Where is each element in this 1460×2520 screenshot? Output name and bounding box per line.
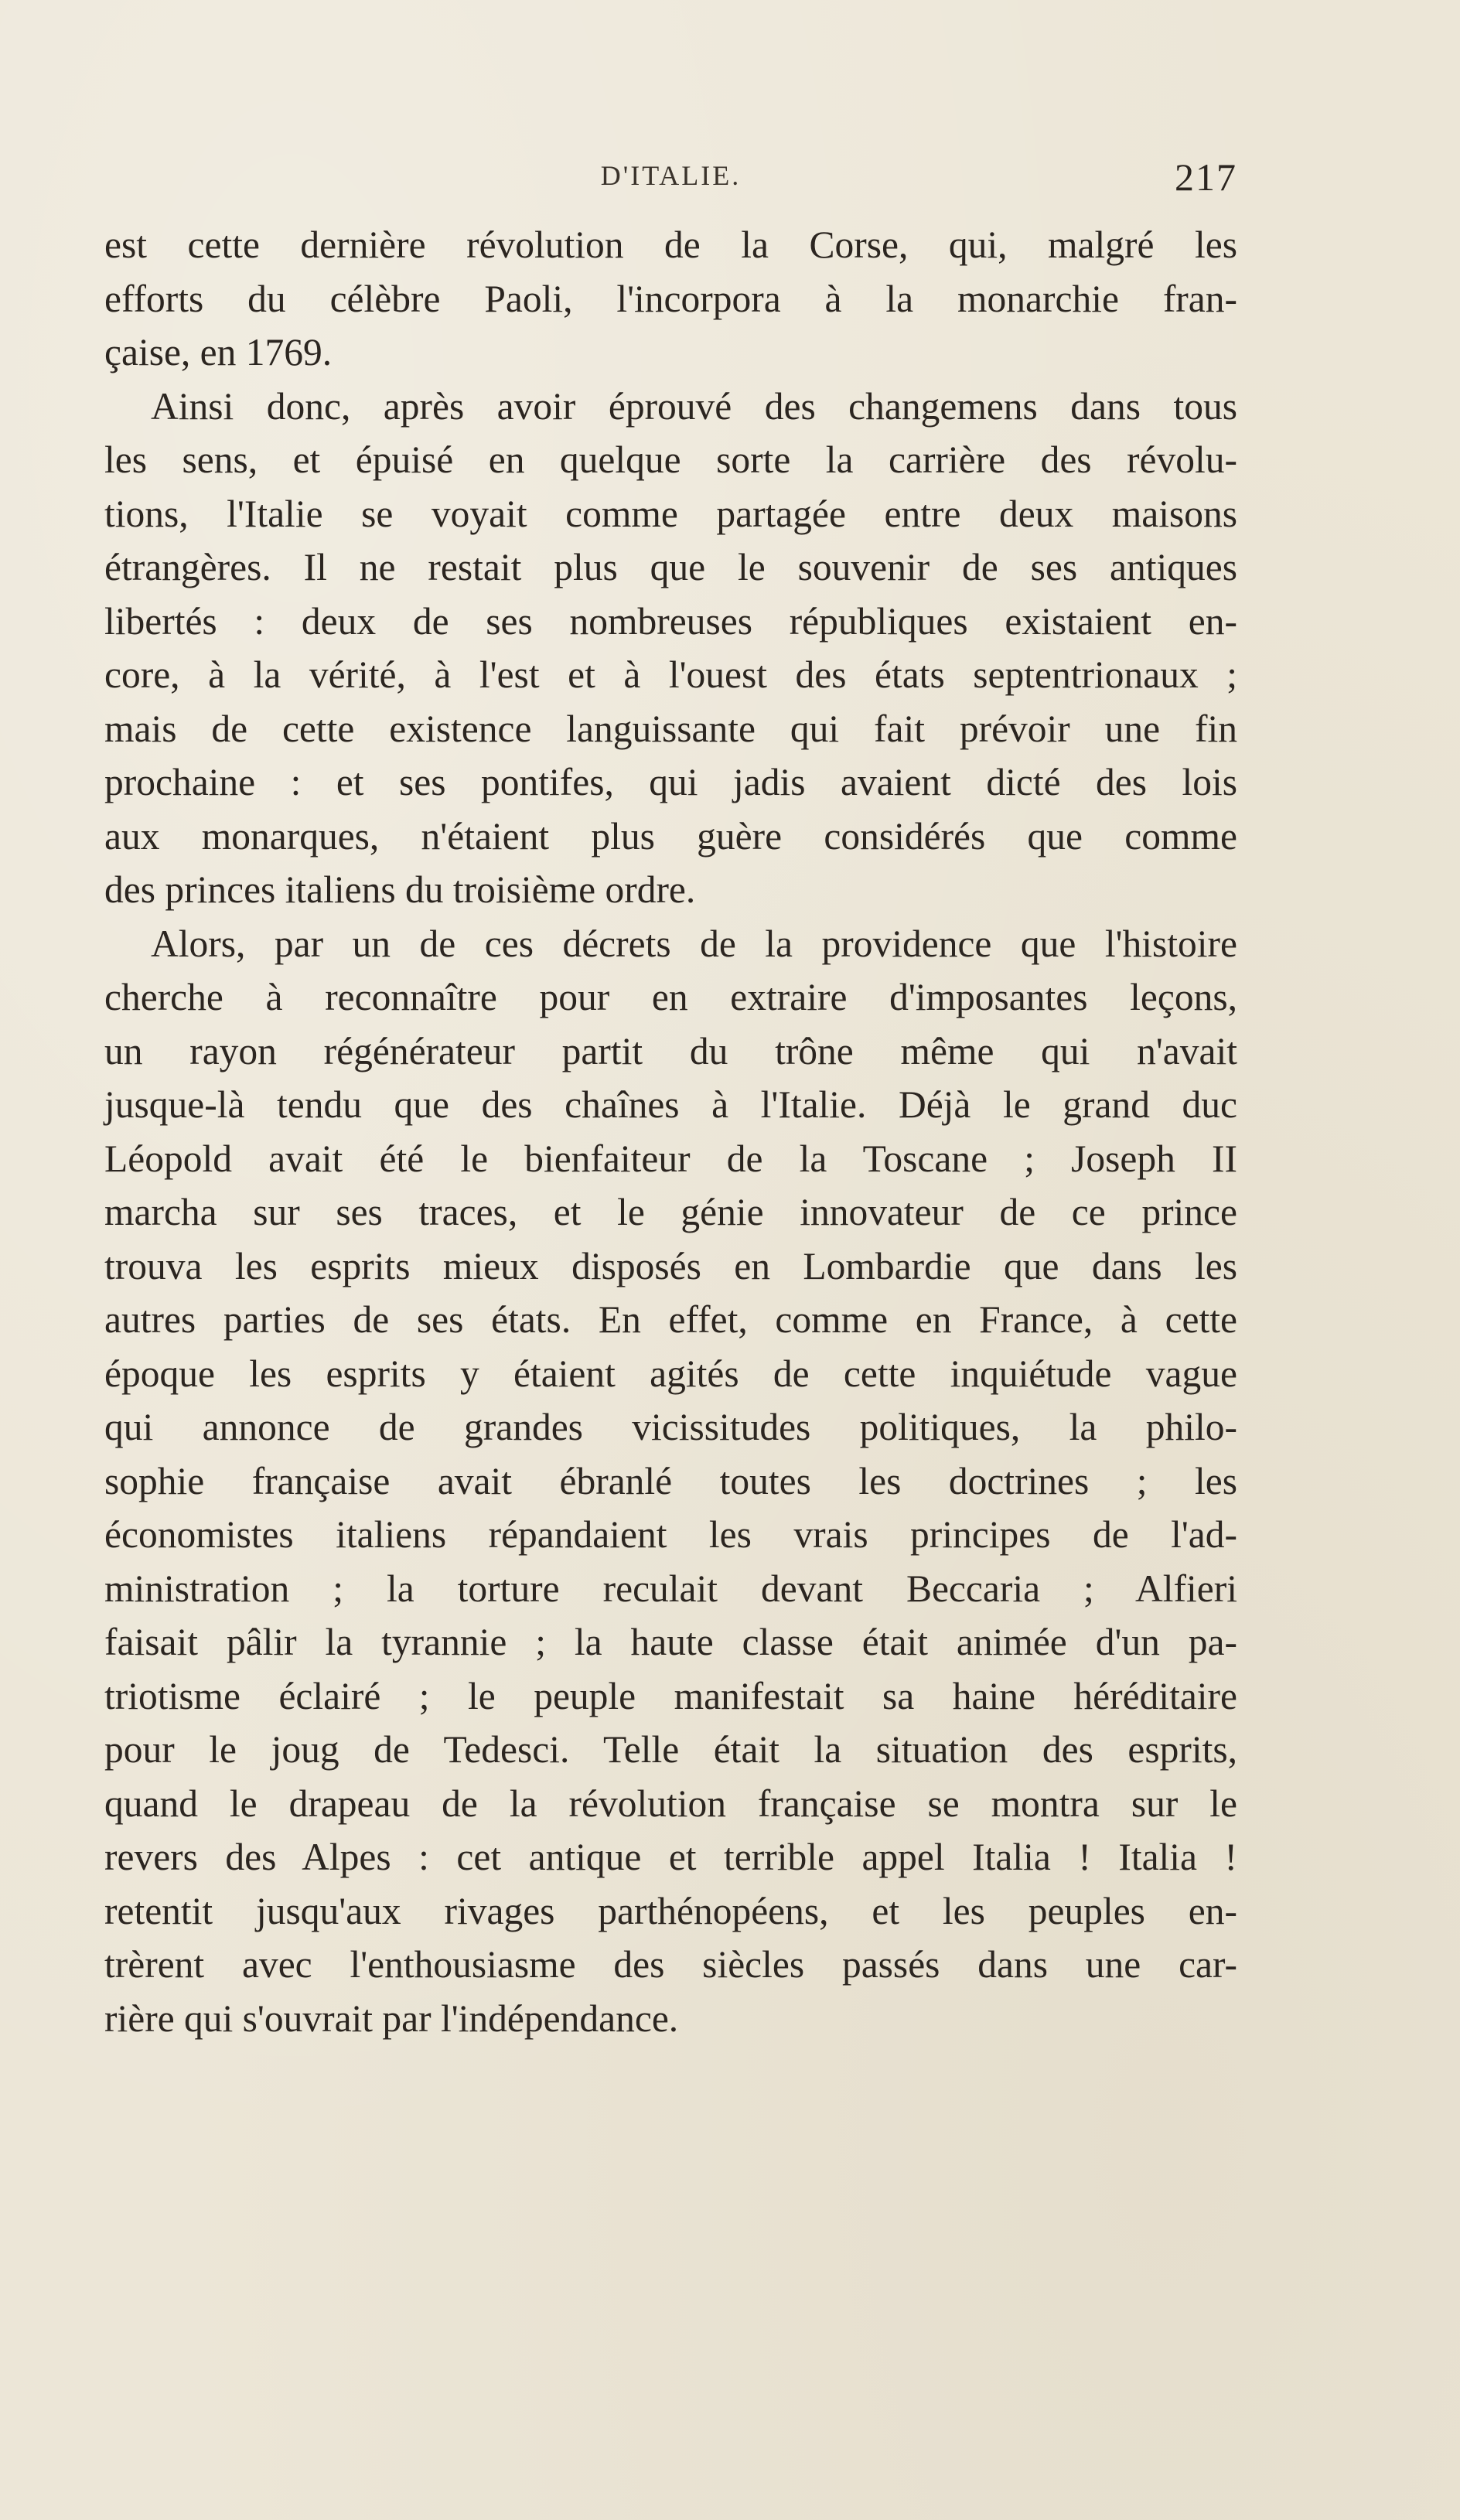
text-line: mais de cette existence languissante qui fait prévoir une fin — [104, 707, 1237, 750]
text-line: revers des Alpes : cet antique et terrible appel Italia ! Italia ! — [104, 1836, 1237, 1878]
text-line: Ainsi donc, après avoir éprouvé des changemens dans tous — [151, 384, 1237, 428]
text-line: aux monarques, n'étaient plus guère considérés que comme — [104, 814, 1237, 858]
page-header-title: D'ITALIE. — [600, 160, 742, 191]
text-line: sophie française avait ébranlé toutes les doctrines ; les — [104, 1459, 1237, 1502]
text-line: core, à la vérité, à l'est et à l'ouest des états septentrionaux ; — [104, 653, 1237, 696]
text-line: des princes italiens du troisième ordre. — [104, 868, 696, 911]
text-line: prochaine : et ses pontifes, qui jadis avaient dicté des lois — [104, 761, 1237, 803]
text-line: étrangères. Il ne restait plus que le souvenir de ses antiques — [104, 546, 1237, 588]
text-line: cherche à reconnaître pour en extraire d'imposantes leçons, — [104, 976, 1237, 1018]
text-line: époque les esprits y étaient agités de cette inquiétude vague — [104, 1352, 1237, 1395]
text-line: économistes italiens répandaient les vrais principes de l'ad- — [104, 1513, 1237, 1556]
text-line: çaise, en 1769. — [104, 331, 333, 373]
body-text — [104, 218, 1237, 2045]
text-line: pour le joug de Tedesci. Telle était la situation des esprits, — [104, 1728, 1237, 1771]
text-line: les sens, et épuisé en quelque sorte la carrière des révolu- — [104, 438, 1237, 481]
text-line: trèrent avec l'enthousiasme des siècles passés dans une car- — [104, 1943, 1237, 1986]
paragraph-3 — [104, 917, 1237, 2046]
text-line: jusque-là tendu que des chaînes à l'Italie. Déjà le grand duc — [104, 1083, 1237, 1126]
text-line: faisait pâlir la tyrannie ; la haute classe était animée d'un pa- — [104, 1621, 1237, 1663]
text-line: triotisme éclairé ; le peuple manifestait sa haine héréditaire — [104, 1674, 1237, 1717]
text-line: quand le drapeau de la révolution française se montra sur le — [104, 1782, 1237, 1825]
text-line: Alors, par un de ces décrets de la providence que l'histoire — [151, 922, 1237, 965]
text-line: trouva les esprits mieux disposés en Lombardie que dans les — [104, 1244, 1237, 1287]
text-line: ministration ; la torture reculait devant Beccaria ; Alfieri — [104, 1567, 1237, 1610]
text-line: marcha sur ses traces, et le génie innovateur de ce prince — [104, 1191, 1237, 1233]
text-line: autres parties de ses états. En effet, comme en France, à cette — [104, 1298, 1237, 1341]
text-line: rière qui s'ouvrait par l'indépendance. — [104, 1997, 679, 2040]
text-line: efforts du célèbre Paoli, l'incorpora à la monarchie fran- — [104, 277, 1237, 320]
text-line: Léopold avait été le bienfaiteur de la Toscane ; Joseph II — [104, 1137, 1237, 1180]
text-line: libertés : deux de ses nombreuses républiques existaient en- — [104, 599, 1237, 643]
text-line: un rayon régénérateur partit du trône même qui n'avait — [104, 1029, 1237, 1072]
text-line: qui annonce de grandes vicissitudes politiques, la philo- — [104, 1406, 1237, 1448]
running-head — [104, 155, 1237, 201]
paragraph-1 — [104, 218, 1237, 380]
page-number: 217 — [1175, 155, 1237, 199]
paragraph-2 — [104, 380, 1237, 917]
text-line: est cette dernière révolution de la Corse, qui, malgré les — [104, 223, 1237, 266]
text-line: tions, l'Italie se voyait comme partagée entre deux maisons — [104, 492, 1237, 535]
text-line: retentit jusqu'aux rivages parthénopéens, et les peuples en- — [104, 1889, 1237, 1932]
